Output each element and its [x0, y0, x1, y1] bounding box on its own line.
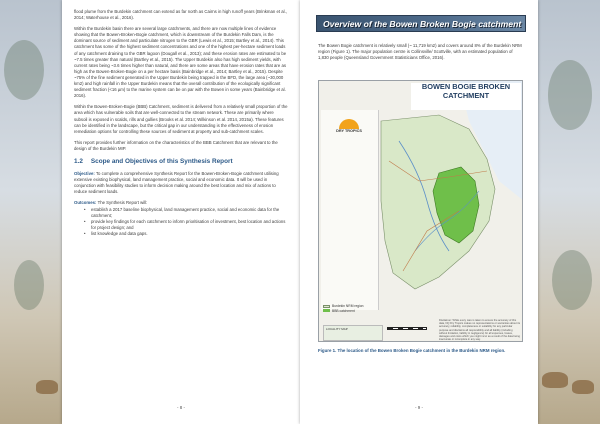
- paragraph: This report provides further information on the characteristics of the BBB Catchment that are relevant to the design of the Burdekin MIP.: [74, 139, 278, 151]
- background-cattle: [542, 372, 568, 388]
- list-item: • list knowledge and data gaps.: [84, 231, 288, 237]
- figure-caption: Figure 1. The location of the Bowen Broken Bogie catchment in the Burdekin NRM region.: [318, 348, 506, 353]
- page-number: - 9 -: [414, 405, 423, 410]
- dry-tropics-logo: [327, 119, 371, 141]
- scale-bar: [387, 327, 427, 330]
- legend-swatch: [323, 309, 330, 312]
- background-tree: [552, 250, 592, 310]
- banner-title: Overview of the Bowen Broken Bogie catchment: [323, 18, 522, 29]
- objective-paragraph: [74, 171, 288, 195]
- legend-label: BBB catchment: [332, 308, 355, 313]
- section-title: Scope and Objectives of this Synthesis Report: [90, 157, 233, 165]
- sun-icon: [339, 119, 359, 129]
- left-page: [62, 0, 300, 424]
- map-disclaimer: Disclaimer: While every care is taken to ensure the accuracy of this data, NQ Dry Tropics makes no representations or warranties about its accuracy, reliability, completeness or suitability for any particular purpose and disclaims all responsibility and all liability (including without limitation, liability in negligence) for all expenses, losses, damages and costs which you might incur as a result of the data being inaccurate or incomplete in any way.: [439, 319, 521, 341]
- background-cattle: [36, 380, 58, 394]
- page-number: - 8 -: [176, 405, 185, 410]
- background-tree: [4, 40, 44, 100]
- catchment-map: [318, 80, 523, 342]
- outcomes-text: The Synthesis Report will:: [96, 200, 148, 206]
- paragraph: Within the Bowen-Broken-Bogie (BBB) Catchment, sediment is delivered from a relatively small proportion of the area which has vulnerable soils that are well-connected to the stream network. These are primarily where subsoil is exposed in scalds, rills and gullies (Brooks et al. 2014; Wilkinson et al. 2014, 2015a). These features can be identified in the landscape, but the critical gap in our understanding is the effectiveness of erosion remediation options for controlling these sources of sediment at property and sub-catchment scales.: [74, 104, 288, 134]
- outcomes-list: [84, 207, 288, 237]
- objective-text: To complete a comprehensive Synthesis Report for the Bowen-Broken-Bogie catchment utilising extensive existing biophysical, land management practice, social and economic data. It will be used in conjunction with feasibility studies to inform decision making around the best location and mix of actions to reduce sediment loads.: [74, 171, 279, 195]
- background-tree: [14, 260, 44, 310]
- background-cattle: [572, 380, 594, 394]
- section-heading: [74, 159, 288, 165]
- list-item: • establish a 2017 baseline biophysical, land management practice, social and economic data for the catchment;: [84, 207, 288, 219]
- legend-swatch: [323, 305, 330, 308]
- section-number: 1.2: [74, 157, 83, 165]
- logo-text: DRY TROPICS: [336, 129, 362, 133]
- background-tree: [548, 60, 592, 130]
- paragraph: Within the Burdekin basin there are several large catchments, and there are now multiple lines of evidence showing that the Bowen-Broken-Bogie catchment, which is downstream of the Burdekin Falls Dam, is the dominant source of sediment and particulate nitrogen to the GBR (Lewis et al., 2015; Bartley et al., 2014). This catchment has some of the highest sediment concentrations and one of the highest per-hectare sediment loads of any catchment draining to the GBR lagoon (Dougall et al., 2013); and these erosion rates are estimated to be ~7.5 times greater than natural (Bartley et al., 2015). The Upper Burdekin also has high sediment yields, with current rates being ~3.6 times higher than natural, and there are some areas that have erosion rates that are as high as the Bowen-Broken-Bogie on a per hectare basis (Bainbridge et al., 2014; Bartley et al., 2015). Despite ~75% of the fine sediment generated in the Upper Burdekin being trapped in the BFD, the large area (~30,000 km2) and high rainfall in the Upper Burdekin means that the overall contribution of the ecologically significant sediment fraction (<16 µm) to the marine system can be on par with the Bowen in some years (Bainbridge et al. 2016).: [74, 26, 287, 99]
- list-item: • provide key findings for each catchment to inform prioritisation of investment, best location and actions for project design; and: [84, 219, 288, 231]
- outcomes-label: Outcomes:: [74, 200, 97, 206]
- overview-banner: [316, 15, 526, 32]
- locality-map: [323, 325, 383, 341]
- map-title: BOWEN BOGIE BROKEN CATCHMENT: [411, 83, 521, 110]
- map-legend: [323, 304, 383, 324]
- paragraph: flood plume from the Burdekin catchment can extend as far north as Cairns in high runoff years (Brinkman et al., 2014; Waterhouse et al., 2016).: [74, 9, 287, 21]
- left-page-content: [74, 9, 288, 237]
- objective-label: Objective:: [74, 171, 95, 177]
- legend-label: Burdekin NRM region: [332, 304, 364, 308]
- intro-paragraph: The Bowen Bogie catchment is relatively small (~ 11,719 km2) and covers around 8% of the Burdekin NRM region (Figure 1). The major population centre is Collinsville/ Scottville, with an estimated population of 1,830 people (Queensland Government Statisticians Office, 2016).: [318, 43, 522, 61]
- locality-map-label: LOCALITY MAP: [326, 327, 348, 331]
- right-page: [300, 0, 538, 424]
- legend-item: [323, 309, 383, 314]
